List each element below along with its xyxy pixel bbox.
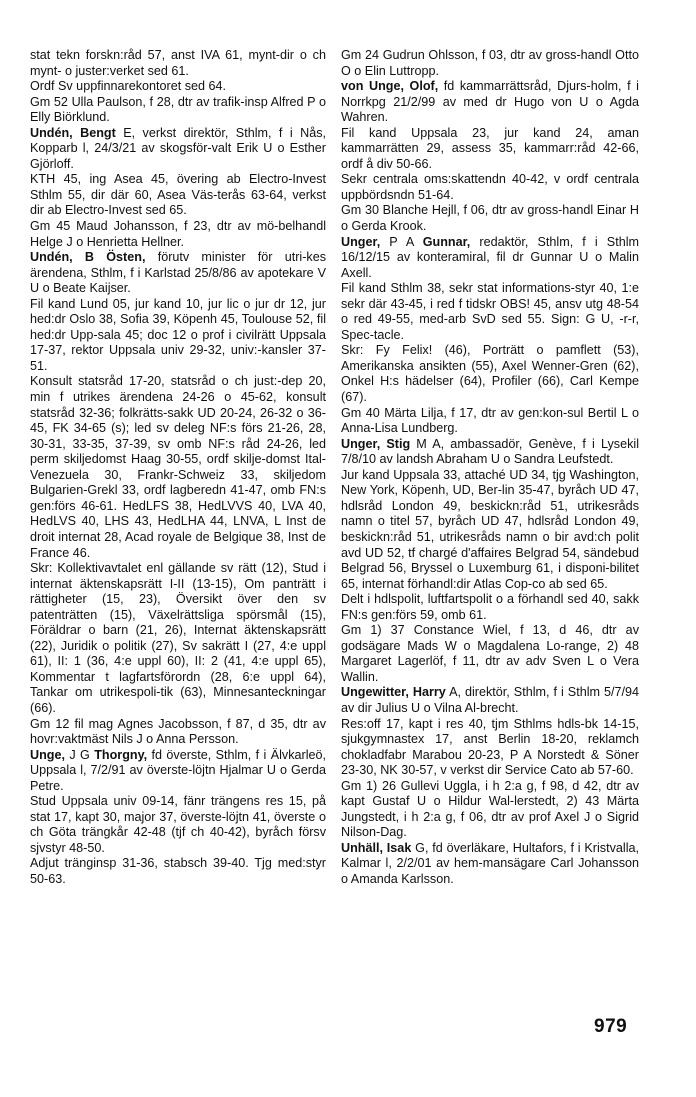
entry-text: redaktör, Sthlm, f i Sthlm 16/12/15 av konteramiral, fil dr Gunnar U o Malin Axell. xyxy=(341,234,639,280)
entry-text: Ordf Sv uppfinnarekontoret sed 64. xyxy=(30,79,227,94)
entry-paragraph xyxy=(30,250,326,297)
entry-text: Gm 12 fil mag Agnes Jacobsson, f 87, d 35, dtr av hovr:vaktmäst Nils J o Anna Persson. xyxy=(30,716,326,747)
entry-text: Sekr centrala oms:skattendn 40-42, v ordf centrala uppbördsndn 51-64. xyxy=(341,172,639,202)
entry-text: P A xyxy=(380,234,423,249)
entry-text: G, fd överläkare, Hultafors, f i Kristvalla, Kalmar l, 2/2/01 av hem-mansägare Carl Johansson o Amanda Karlsson. xyxy=(341,840,639,886)
entry-paragraph xyxy=(30,172,326,219)
entry-text: förutv minister för utri-kes ärendena, Sthlm, f i Karlstad 25/8/86 av apotekare V U o Beate Kaijser. xyxy=(30,250,326,296)
entry-text: KTH 45, ing Asea 45, övering ab Electro-Invest Sthlm 55, dir där 60, Asea Väs-terås 63-64, verkst dir ab Electro-Invest sed 65. xyxy=(30,172,326,218)
entry-text: Gm 52 Ulla Paulson, f 28, dtr av trafik-insp Alfred P o Elly Biörklund. xyxy=(30,94,326,125)
entry-name: Unger, xyxy=(341,234,381,249)
entry-text: Fil kand Sthlm 38, sekr stat informations-styr 40, 1:e sekr där 43-45, i red f tidskr OBS! 45, ansv utg 48-54 o red 49-55, med-arb SvD sed 55. Sign: G U, -r-r, Spec-tacle. xyxy=(341,281,639,342)
entry-text: Gm 1) 26 Gullevi Uggla, i h 2:a g, f 98, d 42, dtr av kapt Gustaf U o Hildur Wal-lerstedt, 2) 43 Märta Jungstedt, i h 2:a g, f 06, dtr av prof Axel J o Sigrid Nilson-Dag. xyxy=(341,778,639,840)
entry-paragraph xyxy=(341,172,639,203)
entry-text: fd överste, Sthlm, f i Älvkarleö, Uppsala l, 7/2/91 av överste-löjtn Hjalmar U o Gerda Petre. xyxy=(30,747,327,793)
entry-text: Gm 45 Maud Johansson, f 23, dtr av mö-belhandl Helge J o Henrietta Hellner. xyxy=(30,219,326,249)
entry-paragraph xyxy=(341,468,639,592)
entry-text: J G xyxy=(64,747,95,762)
entry-text: Jur kand Uppsala 33, attaché UD 34, tjg Washington, New York, Köpenh, UD, Ber-lin 35-47, byråch UD 47, hdlsråd London 49, beskickn:råd 51, utrikesråds namn o titel 57, byråch UD 47, hdlsråd London 49, beskickn:råd 51, utrikesråds namn o bir avd:ch polit avd UD 52, tf chargé d'affaires Belgrad 54, sändebud Belgrad 56, Bryssel o Luxemburg 61, i disponi-bilitet 65, internat förhandl:dir Atlas Cop-co ab sed 65. xyxy=(341,467,639,591)
entry-text: M A, ambassadör, Genève, f i Lysekil 7/8/10 av landsh Abraham U o Sandra Leufstedt. xyxy=(341,436,639,467)
entry-text: E, verkst direktör, Sthlm, f i Nås, Kopparb l, 24/3/21 av skogsför-valt Erik U o Esther Gjörloff. xyxy=(30,125,326,171)
entry-paragraph xyxy=(30,794,326,856)
entry-paragraph xyxy=(30,126,326,173)
left-column xyxy=(30,48,326,888)
entry-paragraph xyxy=(341,203,639,234)
entry-paragraph xyxy=(30,748,326,795)
entry-paragraph xyxy=(341,126,639,173)
entry-paragraph xyxy=(341,48,639,79)
entry-name: Unger, Stig xyxy=(341,436,411,451)
entry-text: Fil kand Uppsala 23, jur kand 24, aman kammarrätten 29, assess 35, kammarr:råd 42-66, ordf å div 50-66. xyxy=(341,125,639,171)
entry-text: Skr: Fy Felix! (46), Porträtt o pamflett (53), Amerikanska ansikten (55), Axel Wenner-Gren (62), Onkel H:s hädelser (64), Profiler (66), Carl Kempe (67). xyxy=(341,343,639,405)
entry-paragraph xyxy=(30,48,326,79)
entry-text: fd kammarrättsråd, Djurs-holm, f i Norrkpg 21/2/99 av med dr Hugo von U o Agda Wahren. xyxy=(341,79,639,125)
page-number: 979 xyxy=(594,1016,628,1037)
entry-text: Res:off 17, kapt i res 40, tjm Sthlms hdls-bk 14-15, sjukgymnastex 17, anst Berlin 18-20, reklamch chokladfabr Marabou 20-23, P A Norstedt & Söner 23-30, NK 30-57, v verkst dir Service Cato ab 57-60. xyxy=(341,716,639,778)
entry-paragraph xyxy=(341,779,639,841)
right-column xyxy=(341,48,639,888)
entry-name: Undén, B Östen, xyxy=(30,250,146,265)
entry-name: Gunnar, xyxy=(422,234,471,249)
entry-paragraph xyxy=(30,561,326,716)
entry-text: Fil kand Lund 05, jur kand 10, jur lic o jur dr 12, jur hed:dr Oslo 38, Sofia 39, Köpenh 45, Toulouse 52, fil hed:dr Upp-sala 45; doc 12 o prof i civilrätt Uppsala 17-37, rektor Uppsala univ 29-32, univ:-kansler 37-51. xyxy=(30,296,326,373)
entry-paragraph xyxy=(30,79,326,95)
entry-text: Delt i hdlspolit, luftfartspolit o a förhandl sed 40, sakk FN:s gen:förs 59, omb 61. xyxy=(341,592,639,622)
entry-paragraph xyxy=(341,592,639,623)
entry-paragraph xyxy=(341,235,639,282)
entry-text: Adjut tränginsp 31-36, stabsch 39-40. Tjg med:styr 50-63. xyxy=(30,856,326,886)
entry-text: Gm 40 Märta Lilja, f 17, dtr av gen:kon-sul Bertil L o Anna-Lisa Lundberg. xyxy=(341,405,639,436)
entry-text: Skr: Kollektivavtalet enl gällande sv rätt (12), Stud i internat äktenskapsrätt I-II (13-15), Om panträtt i rättigheter (15, 23), Översikt över den sv patenträtten (15), Växelrättsliga spörsmål (15), Föräldrar o barn (21, 26), Internat äktenskapsrätt (22), Juridik o politik (27), Sv sakrätt I (27, 4:e uppl 61), II: 1 (36, 4:e uppl 60), II: 2 (41, 4:e uppl 65), Kommentar t lagfartsförordn (28, 6:e uppl 64), Tankar om utrikespoli-tik (63), Minnesanteckningar (66). xyxy=(30,561,326,715)
entry-paragraph xyxy=(30,95,326,126)
entry-text: Stud Uppsala univ 09-14, fänr trängens res 15, på stat 17, kapt 30, major 37, överste-löjtn 41, överste o ch Göta trängkår 42-48 (tjf ch 40-42), byråch försv sjvstyr 48-50. xyxy=(30,794,326,855)
entry-text: stat tekn forskn:råd 57, anst IVA 61, mynt-dir o ch mynt- o juster:verket sed 61. xyxy=(30,48,326,78)
entry-name: Unhäll, Isak xyxy=(341,840,412,855)
entry-name: Ungewitter, Harry xyxy=(341,685,446,700)
entry-paragraph xyxy=(30,219,326,250)
entry-text: Gm 1) 37 Constance Wiel, f 13, d 46, dtr av godsägare Mads W o Magdalena Lo-range, 2) 48 Margaret Lagerlöf, f 11, dtr av adv Sven L o Vera Wallin. xyxy=(341,623,639,684)
entry-paragraph xyxy=(30,297,326,375)
entry-paragraph xyxy=(30,374,326,561)
entry-paragraph xyxy=(341,623,639,685)
entry-paragraph xyxy=(341,437,639,468)
entry-paragraph xyxy=(30,856,326,887)
entry-name: Unge, xyxy=(30,747,65,762)
entry-paragraph xyxy=(341,717,639,779)
entry-text: A, direktör, Sthlm, f i Sthlm 5/7/94 av dir Julius U o Vilna Al-brecht. xyxy=(341,685,640,715)
entry-paragraph xyxy=(341,343,639,405)
entry-paragraph xyxy=(341,281,639,343)
entry-paragraph xyxy=(30,717,326,748)
entry-text: Konsult statsråd 17-20, statsråd o ch just:-dep 20, min f utrikes ärendena 24-26 o 45-62, konsult statsråd 32-36; folkrätts-sakk UD 20-24, 26-32 o 36-45, FK 34-65 (s); led sv deleg NF:s förs 21-26, 28, 30-31, 33-35, 37-39, sv omb NF:s råd 24-26, led perm skiljedomst Haag 30-55, ordf skilje-domst Ital-Venezuela 30, Frankr-Schweiz 33, skiljedom Bulgarien-Grekl 33, ordf lagberedn 41-47, omb FN:s gen:förs 46-61. HedLFS 38, HedLVVS 40, LVA 40, HedLVS 40, LHS 43, HedLHA 44, LNVA, L Inst de droit internat 28, Acad royale de Belgique 38, Inst de France 46. xyxy=(30,374,326,560)
entry-text: Gm 24 Gudrun Ohlsson, f 03, dtr av gross-handl Otto O o Elin Luttropp. xyxy=(341,48,639,78)
entry-paragraph xyxy=(341,685,639,716)
entry-name: von Unge, Olof, xyxy=(341,79,439,94)
entry-paragraph xyxy=(341,406,639,437)
entry-paragraph xyxy=(341,841,639,888)
entry-paragraph xyxy=(341,79,639,126)
entry-text: Gm 30 Blanche Hejll, f 06, dtr av gross-handl Einar H o Gerda Krook. xyxy=(341,203,639,234)
entry-name: Undén, Bengt xyxy=(30,125,116,140)
entry-name: Thorgny, xyxy=(94,747,148,762)
